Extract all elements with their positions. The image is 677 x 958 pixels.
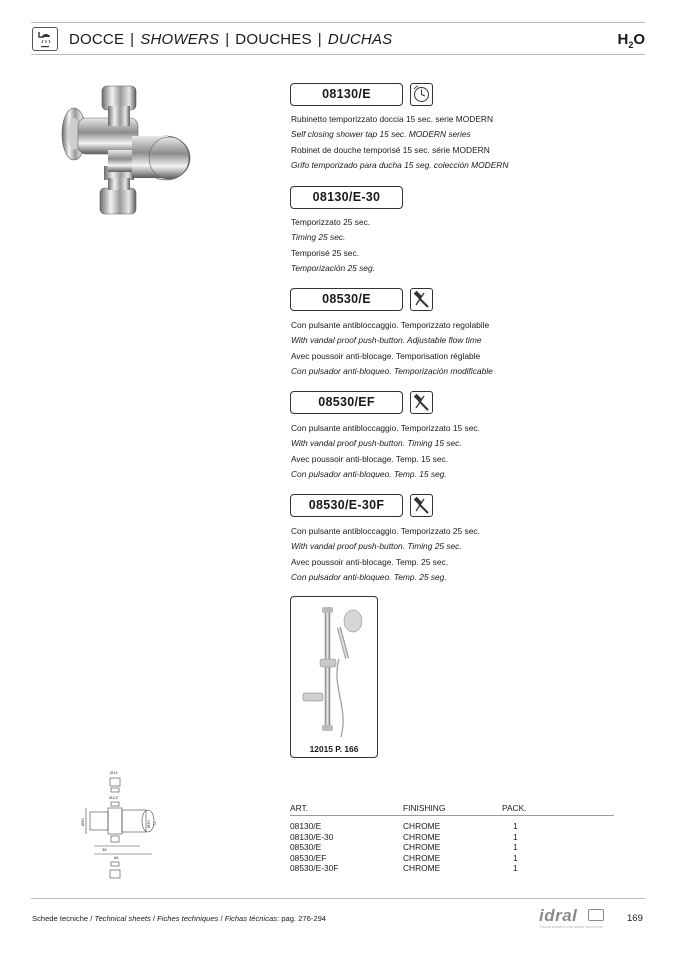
column-header-finishing: FINISHING (403, 803, 446, 813)
logo-mark-icon (588, 909, 604, 921)
article-code-08530-ef: 08530/EF (290, 391, 403, 414)
header-top-rule (31, 22, 645, 23)
dimension-label: Ø14 (110, 770, 118, 775)
timer-icon (410, 83, 433, 106)
article-description: Con pulsante antibloccaggio. Temporizzato 15 sec. With vandal proof push-button. Timing 15 sec. Avec poussoir anti-blocage. Temp. 15 sec. Con pulsador anti-bloqueo. Temp. 15 seg. (291, 423, 480, 480)
shower-valve-image (52, 84, 192, 224)
hammer-icon (410, 391, 433, 414)
hammer-icon (410, 494, 433, 517)
article-code-08530-e: 08530/E (290, 288, 403, 311)
table-row: 08530/E CHROME 1 (290, 842, 518, 852)
dimension-label: 71 (152, 821, 157, 826)
page-title (69, 31, 392, 48)
header-bottom-rule (31, 54, 645, 55)
dimension-label: 66 (114, 855, 119, 860)
shower-kit-card[interactable] (290, 596, 378, 758)
article-description: Rubinetto temporizzato doccia 15 sec. serie MODERN Self closing shower tap 15 sec. MODERN series Robinet de douche temporisé 15 sec. série MODERN Grifo temporizado para ducha 15 seg. colección MODERN (291, 114, 509, 171)
table-row: 08530/E-30F CHROME 1 (290, 863, 518, 873)
title-italian: DOCCE (69, 31, 125, 48)
hammer-icon (410, 288, 433, 311)
title-spanish: DUCHAS (327, 31, 393, 48)
table-row: 08130/E-30 CHROME 1 (290, 832, 518, 842)
dimension-label: 38 (102, 847, 107, 852)
column-header-art: ART. (290, 803, 308, 813)
footer-rule (31, 898, 645, 899)
idral-logo: idral (539, 906, 578, 925)
dimension-label: Ø36 (80, 818, 85, 826)
table-row: 08130/E CHROME 1 (290, 821, 518, 831)
article-code-08130-e: 08130/E (290, 83, 403, 106)
title-french: DOUCHES (235, 31, 312, 48)
article-description: Con pulsante antibloccaggio. Temporizzato regolabile With vandal proof push-button. Adjustable flow time Avec poussoir anti-blocage. Temporisation réglable Con pulsador anti-bloqueo. Temporización modificable (291, 320, 493, 377)
title-separator: | (130, 31, 135, 48)
water-brand-mark: $H_2O$ (617, 31, 645, 50)
shower-icon (32, 27, 58, 51)
title-separator: | (317, 31, 322, 48)
logo-tagline: ITALIAN EXPERTS FOR WATER SOLUTIONS (540, 925, 603, 929)
article-code-08130-e-30: 08130/E-30 (290, 186, 403, 209)
article-code-08530-e-30f: 08530/E-30F (290, 494, 403, 517)
table-row: 08530/EF CHROME 1 (290, 853, 518, 863)
article-description: Con pulsante antibloccaggio. Temporizzato 25 sec. With vandal proof push-button. Timing 25 sec. Avec poussoir anti-blocage. Temp. 25 sec. Con pulsador anti-bloqueo. Temp. 25 seg. (291, 526, 480, 583)
title-english: SHOWERS (140, 31, 220, 48)
shower-kit-image (291, 597, 379, 747)
technical-sheets-reference: Schede tecniche / Technical sheets / Fiches techniques / Fichas técnicas: pag. 276-294 (32, 914, 327, 923)
title-separator: | (225, 31, 230, 48)
kit-reference-label: 12015 P. 166 (309, 744, 359, 754)
technical-drawing (80, 766, 170, 882)
dimension-label: Ø30 (146, 820, 151, 828)
page-number: 169 (627, 913, 643, 924)
dimension-label: Ø1/2" (109, 795, 120, 800)
table-divider (290, 815, 614, 816)
article-description: Temporizzato 25 sec. Timing 25 sec. Temporisé 25 sec. Temporización 25 seg. (291, 217, 375, 274)
column-header-pack: PACK. (502, 803, 527, 813)
